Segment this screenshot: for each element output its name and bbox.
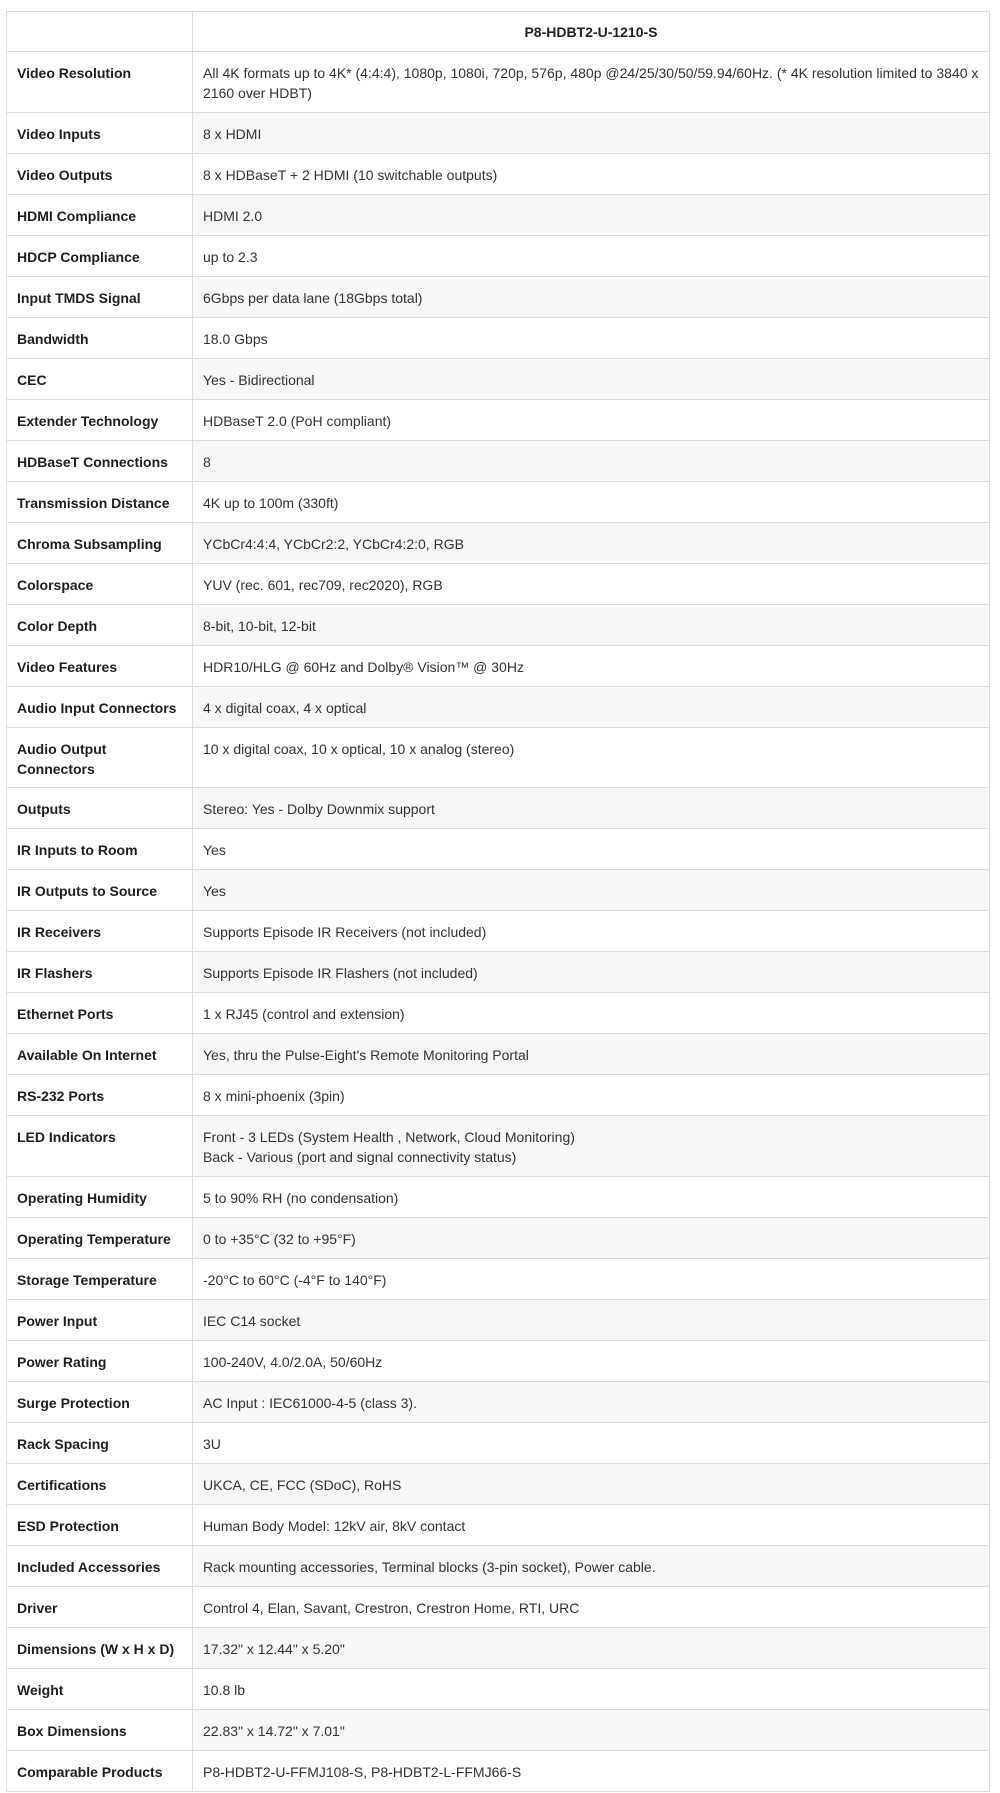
spec-label: Certifications (7, 1464, 193, 1505)
spec-value: Supports Episode IR Flashers (not included) (193, 952, 990, 993)
spec-label: Storage Temperature (7, 1259, 193, 1300)
spec-value: 5 to 90% RH (no condensation) (193, 1177, 990, 1218)
spec-value: 17.32" x 12.44" x 5.20" (193, 1628, 990, 1669)
spec-row (7, 113, 990, 154)
spec-value: 8 x HDMI (193, 113, 990, 154)
spec-label: IR Outputs to Source (7, 870, 193, 911)
spec-label: Operating Humidity (7, 1177, 193, 1218)
spec-label: Input TMDS Signal (7, 277, 193, 318)
spec-value-line: Front - 3 LEDs (System Health , Network, Cloud Monitoring) (203, 1129, 575, 1145)
spec-row (7, 728, 990, 788)
spec-label: HDCP Compliance (7, 236, 193, 277)
spec-label: Audio Input Connectors (7, 687, 193, 728)
spec-row (7, 359, 990, 400)
spec-row (7, 400, 990, 441)
spec-value: 10.8 lb (193, 1669, 990, 1710)
spec-value: Yes (193, 829, 990, 870)
spec-label: Bandwidth (7, 318, 193, 359)
spec-label: CEC (7, 359, 193, 400)
spec-row (7, 52, 990, 113)
spec-row (7, 1177, 990, 1218)
spec-row (7, 154, 990, 195)
spec-row (7, 195, 990, 236)
spec-value: P8-HDBT2-U-FFMJ108-S, P8-HDBT2-L-FFMJ66-S (193, 1751, 990, 1792)
spec-row (7, 1464, 990, 1505)
spec-row (7, 788, 990, 829)
spec-row (7, 605, 990, 646)
spec-label: Weight (7, 1669, 193, 1710)
spec-row (7, 1751, 990, 1792)
spec-row (7, 482, 990, 523)
spec-value: Stereo: Yes - Dolby Downmix support (193, 788, 990, 829)
spec-label: Ethernet Ports (7, 993, 193, 1034)
spec-value: 8 x HDBaseT + 2 HDMI (10 switchable outputs) (193, 154, 990, 195)
spec-row (7, 277, 990, 318)
spec-value: 8 (193, 441, 990, 482)
spec-row (7, 1710, 990, 1751)
spec-value: 8 x mini-phoenix (3pin) (193, 1075, 990, 1116)
spec-value: IEC C14 socket (193, 1300, 990, 1341)
spec-value: 4 x digital coax, 4 x optical (193, 687, 990, 728)
spec-label: Comparable Products (7, 1751, 193, 1792)
spec-row (7, 1669, 990, 1710)
spec-value: Human Body Model: 12kV air, 8kV contact (193, 1505, 990, 1546)
spec-label: Driver (7, 1587, 193, 1628)
spec-label: Available On Internet (7, 1034, 193, 1075)
spec-row (7, 523, 990, 564)
model-header: P8-HDBT2-U-1210-S (193, 12, 990, 52)
spec-value: Control 4, Elan, Savant, Crestron, Crestron Home, RTI, URC (193, 1587, 990, 1628)
spec-value-line: Back - Various (port and signal connectivity status) (203, 1149, 517, 1165)
spec-value: YCbCr4:4:4, YCbCr2:2, YCbCr4:2:0, RGB (193, 523, 990, 564)
spec-value: Supports Episode IR Receivers (not included) (193, 911, 990, 952)
spec-row (7, 1628, 990, 1669)
spec-value: 3U (193, 1423, 990, 1464)
spec-label: Video Inputs (7, 113, 193, 154)
spec-row (7, 1218, 990, 1259)
spec-row (7, 993, 990, 1034)
header-empty-cell (7, 12, 193, 52)
spec-row (7, 1587, 990, 1628)
spec-value: 8-bit, 10-bit, 12-bit (193, 605, 990, 646)
spec-row (7, 1423, 990, 1464)
spec-label: IR Flashers (7, 952, 193, 993)
spec-label: Power Rating (7, 1341, 193, 1382)
spec-row (7, 1341, 990, 1382)
spec-row (7, 1116, 990, 1177)
spec-value: HDMI 2.0 (193, 195, 990, 236)
spec-row (7, 1259, 990, 1300)
spec-label: Video Resolution (7, 52, 193, 113)
spec-value: 100-240V, 4.0/2.0A, 50/60Hz (193, 1341, 990, 1382)
spec-value: HDBaseT 2.0 (PoH compliant) (193, 400, 990, 441)
spec-value: 1 x RJ45 (control and extension) (193, 993, 990, 1034)
spec-row (7, 318, 990, 359)
spec-label: HDBaseT Connections (7, 441, 193, 482)
spec-label: Color Depth (7, 605, 193, 646)
spec-label: Transmission Distance (7, 482, 193, 523)
spec-label: Outputs (7, 788, 193, 829)
spec-value: Yes - Bidirectional (193, 359, 990, 400)
spec-row (7, 236, 990, 277)
spec-label: Extender Technology (7, 400, 193, 441)
spec-row (7, 870, 990, 911)
spec-value: 4K up to 100m (330ft) (193, 482, 990, 523)
spec-table (6, 11, 990, 1792)
spec-label: ESD Protection (7, 1505, 193, 1546)
spec-row (7, 1075, 990, 1116)
spec-label: HDMI Compliance (7, 195, 193, 236)
spec-value: up to 2.3 (193, 236, 990, 277)
spec-row (7, 1546, 990, 1587)
spec-value: 6Gbps per data lane (18Gbps total) (193, 277, 990, 318)
spec-row (7, 829, 990, 870)
spec-label: Surge Protection (7, 1382, 193, 1423)
spec-row (7, 1505, 990, 1546)
spec-row (7, 1300, 990, 1341)
spec-label: LED Indicators (7, 1116, 193, 1177)
spec-row (7, 564, 990, 605)
spec-label: IR Inputs to Room (7, 829, 193, 870)
spec-value: All 4K formats up to 4K* (4:4:4), 1080p, 1080i, 720p, 576p, 480p @24/25/30/50/59.94/60Hz. (* 4K resolution limited to 3840 x 2160 over HDBT) (193, 52, 990, 113)
spec-row (7, 646, 990, 687)
spec-value: 18.0 Gbps (193, 318, 990, 359)
spec-row (7, 441, 990, 482)
spec-value (193, 1116, 990, 1177)
spec-label: Chroma Subsampling (7, 523, 193, 564)
spec-row (7, 911, 990, 952)
spec-label: RS-232 Ports (7, 1075, 193, 1116)
spec-label: Box Dimensions (7, 1710, 193, 1751)
spec-row (7, 687, 990, 728)
header-row (7, 12, 990, 52)
spec-value: 10 x digital coax, 10 x optical, 10 x analog (stereo) (193, 728, 990, 788)
spec-row (7, 952, 990, 993)
spec-label: Rack Spacing (7, 1423, 193, 1464)
spec-label: Operating Temperature (7, 1218, 193, 1259)
spec-value: -20°C to 60°C (-4°F to 140°F) (193, 1259, 990, 1300)
spec-row (7, 1382, 990, 1423)
spec-value: 0 to +35°C (32 to +95°F) (193, 1218, 990, 1259)
spec-row (7, 1034, 990, 1075)
spec-label: Video Features (7, 646, 193, 687)
spec-label: Power Input (7, 1300, 193, 1341)
spec-value: HDR10/HLG @ 60Hz and Dolby® Vision™ @ 30Hz (193, 646, 990, 687)
spec-value: 22.83" x 14.72" x 7.01" (193, 1710, 990, 1751)
spec-label: Dimensions (W x H x D) (7, 1628, 193, 1669)
spec-label: IR Receivers (7, 911, 193, 952)
spec-value: AC Input : IEC61000-4-5 (class 3). (193, 1382, 990, 1423)
spec-value: Yes, thru the Pulse-Eight's Remote Monitoring Portal (193, 1034, 990, 1075)
spec-value: YUV (rec. 601, rec709, rec2020), RGB (193, 564, 990, 605)
spec-value: Yes (193, 870, 990, 911)
spec-label: Video Outputs (7, 154, 193, 195)
spec-label: Colorspace (7, 564, 193, 605)
spec-label: Included Accessories (7, 1546, 193, 1587)
spec-value: Rack mounting accessories, Terminal blocks (3-pin socket), Power cable. (193, 1546, 990, 1587)
spec-label: Audio Output Connectors (7, 728, 193, 788)
spec-body (7, 52, 990, 1792)
spec-value: UKCA, CE, FCC (SDoC), RoHS (193, 1464, 990, 1505)
